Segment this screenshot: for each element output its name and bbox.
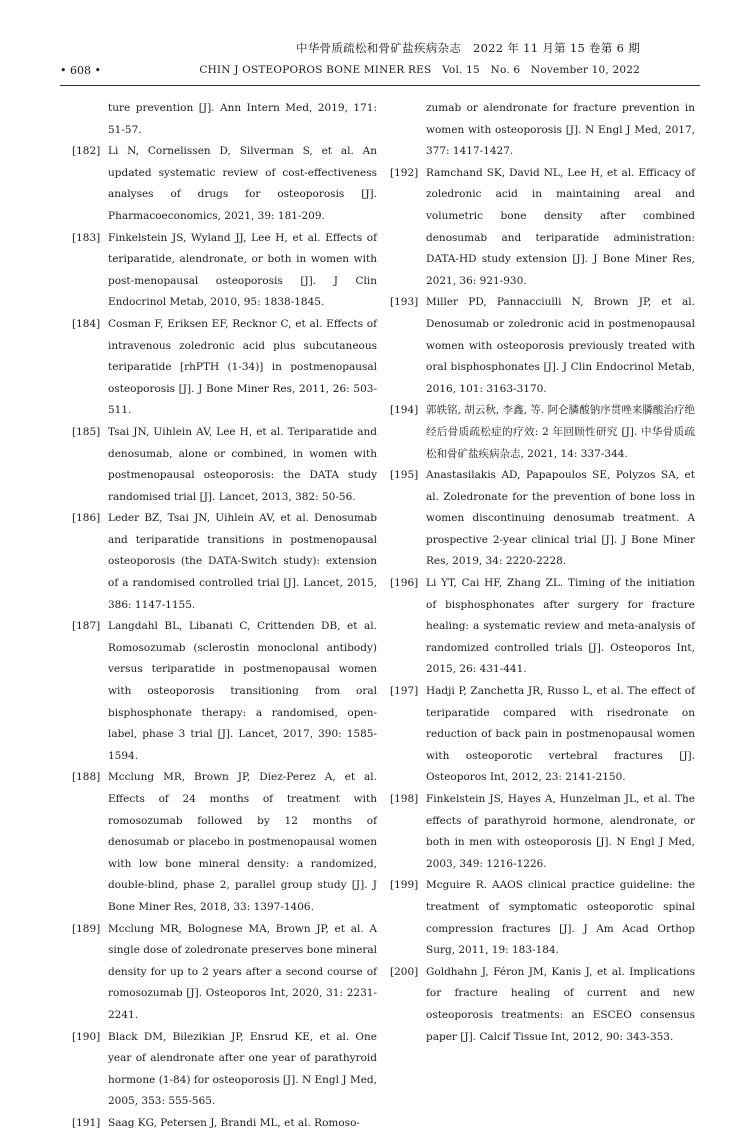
reference-item xyxy=(390,681,695,789)
reference-text: Finkelstein JS, Hayes A, Hunzelman JL, et al. The effects of parathyroid hormone, alendronate, or both in men with osteoporosis [J]. N Engl J Med, 2003, 349: 1216-1226. xyxy=(426,793,695,870)
reference-text: Black DM, Bilezikian JP, Ensrud KE, et al. One year of alendronate after one year of parathyroid hormone (1-84) for osteoporosis [J]. N Engl J Med, 2005, 353: 555-565. xyxy=(108,1030,377,1108)
reference-item xyxy=(72,228,377,314)
reference-number: [189] xyxy=(72,922,101,935)
reference-item xyxy=(72,422,377,508)
reference-number: [192] xyxy=(390,166,419,179)
reference-text: Mcclung MR, Brown JP, Diez-Perez A, et al. Effects of 24 months of treatment with romosozumab followed by 12 months of denosumab or placebo in postmenopausal women with low bone mineral density: a randomized, double-blind, phase 2, parallel group study [J]. J Bone Miner Res, 2018, 33: 1397-1406. xyxy=(108,771,377,913)
reference-item xyxy=(72,1113,377,1135)
reference-number: [183] xyxy=(72,231,101,244)
reference-item xyxy=(390,400,695,465)
reference-text: Goldhahn J, Féron JM, Kanis J, et al. Implications for fracture healing of current and new osteoporosis treatments: an ESCEO consensus paper [J]. Calcif Tissue Int, 2012, 90: 343-353. xyxy=(426,965,695,1043)
reference-text: Saag KG, Petersen J, Brandi ML, et al. Romoso- xyxy=(108,1116,360,1129)
reference-item xyxy=(390,292,695,400)
journal-title-en: CHIN J OSTEOPOROS BONE MINER RES Vol. 15 No. 6 November 10, 2022 xyxy=(199,64,640,76)
reference-item xyxy=(390,573,695,681)
reference-text: Ramchand SK, David NL, Lee H, et al. Efficacy of zoledronic acid in maintaining areal and volumetric bone density after combined denosumab and teriparatide administration: DATA-HD study extension [J]. J Bone Miner Res, 2021, 36: 921-930. xyxy=(426,166,695,287)
reference-number: [185] xyxy=(72,425,101,438)
reference-number: [193] xyxy=(390,296,419,309)
reference-number: [200] xyxy=(390,965,419,978)
reference-number: [194] xyxy=(390,404,419,417)
right-column xyxy=(390,98,695,1048)
reference-text: Li YT, Cai HF, Zhang ZL. Timing of the initiation of bisphosphonates after surgery for fracture healing: a systematic review and meta-analysis of randomized controlled trials [J]. Osteoporos Int, 2015, 26: 431-441. xyxy=(426,577,695,676)
reference-number: [187] xyxy=(72,620,101,633)
reference-text: Finkelstein JS, Wyland JJ, Lee H, et al. Effects of teriparatide, alendronate, or both in women with post-menopausal osteoporosis [J]. J Clin Endocrinol Metab, 2010, 95: 1838-1845. xyxy=(108,231,377,309)
journal-title-cn: 中华骨质疏松和骨矿盐疾病杂志 2022 年 11 月第 15 卷第 6 期 xyxy=(295,41,640,55)
reference-text: Tsai JN, Uihlein AV, Lee H, et al. Teriparatide and denosumab, alone or combined, in women with postmenopausal osteoporosis: the DATA study randomised trial [J]. Lancet, 2013, 382: 50-56. xyxy=(108,425,377,503)
reference-number: [182] xyxy=(72,145,101,158)
reference-text: Miller PD, Pannacciulli N, Brown JP, et al. Denosumab or zoledronic acid in postmenopausal women with osteoporosis previously treated with oral bisphosphonates [J]. J Clin Endocrinol Metab, 2016, 101: 3163-3170. xyxy=(426,296,695,395)
header-rule xyxy=(60,85,700,86)
reference-list-right xyxy=(390,163,695,1048)
reference-text: Mcclung MR, Bolognese MA, Brown JP, et al. A single dose of zoledronate preserves bone mineral density for up to 2 years after a second course of romosozumab [J]. Osteoporos Int, 2020, 31: 2231-2241. xyxy=(108,922,377,1021)
reference-item xyxy=(72,767,377,918)
reference-item xyxy=(72,508,377,616)
reference-number: [190] xyxy=(72,1030,101,1043)
reference-item xyxy=(390,962,695,1048)
reference-item xyxy=(390,465,695,573)
reference-number: [198] xyxy=(390,793,419,805)
left-column xyxy=(72,98,377,1135)
reference-continuation: ture prevention [J]. Ann Intern Med, 2019, 171: 51-57. xyxy=(108,102,377,136)
reference-number: [197] xyxy=(390,685,419,698)
reference-number: [191] xyxy=(72,1116,101,1129)
reference-number: [199] xyxy=(390,879,419,892)
reference-text: Langdahl BL, Libanati C, Crittenden DB, et al. Romosozumab (sclerostin monoclonal antibody) versus teriparatide in postmenopausal women with osteoporosis transitioning from oral bisphosphonate therapy: a randomised, open-label, phase 3 trial [J]. Lancet, 2017, 390: 1585-1594. xyxy=(108,620,377,762)
reference-item xyxy=(390,789,695,875)
running-header xyxy=(60,40,700,88)
reference-number: [188] xyxy=(72,771,101,784)
reference-item xyxy=(72,919,377,1027)
page-number: • 608 • xyxy=(60,64,101,77)
reference-number: [196] xyxy=(390,577,419,590)
reference-text: Leder BZ, Tsai JN, Uihlein AV, et al. Denosumab and teriparatide transitions in postmenopausal osteoporosis (the DATA-Switch study): extension of a randomised controlled trial [J]. Lancet, 2015, 386: 1147-1155. xyxy=(108,512,377,611)
reference-text: Hadji P, Zanchetta JR, Russo L, et al. The effect of teriparatide compared with risedronate on reduction of back pain in postmenopausal women with osteoporotic vertebral fractures [J]. Osteoporos Int, 2012, 23: 2141-2150. xyxy=(426,685,695,784)
reference-text: Li N, Cornelissen D, Silverman S, et al. An updated systematic review of cost-effectiveness analyses of drugs for osteoporosis [J]. Pharmacoeconomics, 2021, 39: 181-209. xyxy=(108,145,377,222)
reference-item xyxy=(72,314,377,422)
reference-text: Cosman F, Eriksen EF, Recknor C, et al. Effects of intravenous zoledronic acid plus subcutaneous teriparatide [rhPTH (1-34)] in postmenopausal osteoporosis [J]. J Bone Miner Res, 2011, 26: 503-511. xyxy=(108,317,377,417)
reference-item xyxy=(72,616,377,767)
reference-continuation: zumab or alendronate for fracture prevention in women with osteoporosis [J]. N Engl J Med, 2017, 377: 1417-1427. xyxy=(426,102,695,158)
reference-item xyxy=(72,141,377,227)
reference-item xyxy=(72,1027,377,1113)
reference-item xyxy=(390,163,695,293)
reference-text: Anastasilakis AD, Papapoulos SE, Polyzos SA, et al. Zoledronate for the prevention of bone loss in women discontinuing denosumab treatment. A prospective 2-year clinical trial [J]. J Bone Miner Res, 2019, 34: 2220-2228. xyxy=(426,469,695,568)
reference-list-left xyxy=(72,141,377,1134)
reference-text: Mcguire R. AAOS clinical practice guideline: the treatment of symptomatic osteoporotic spinal compression fractures [J]. J Am Acad Orthop Surg, 2011, 19: 183-184. xyxy=(426,879,695,957)
reference-item xyxy=(390,875,695,961)
reference-number: [186] xyxy=(72,512,101,525)
reference-number: [195] xyxy=(390,469,419,482)
reference-number: [184] xyxy=(72,317,101,330)
reference-text: 郭轶铭, 胡云秋, 李鑫, 等. 阿仑膦酸钠序贯唑来膦酸治疗绝经后骨质疏松症的疗效: 2 年回顾性研究 [J]. 中华骨质疏松和骨矿盐疾病杂志, 2021, 14: 337-344. xyxy=(426,404,695,460)
